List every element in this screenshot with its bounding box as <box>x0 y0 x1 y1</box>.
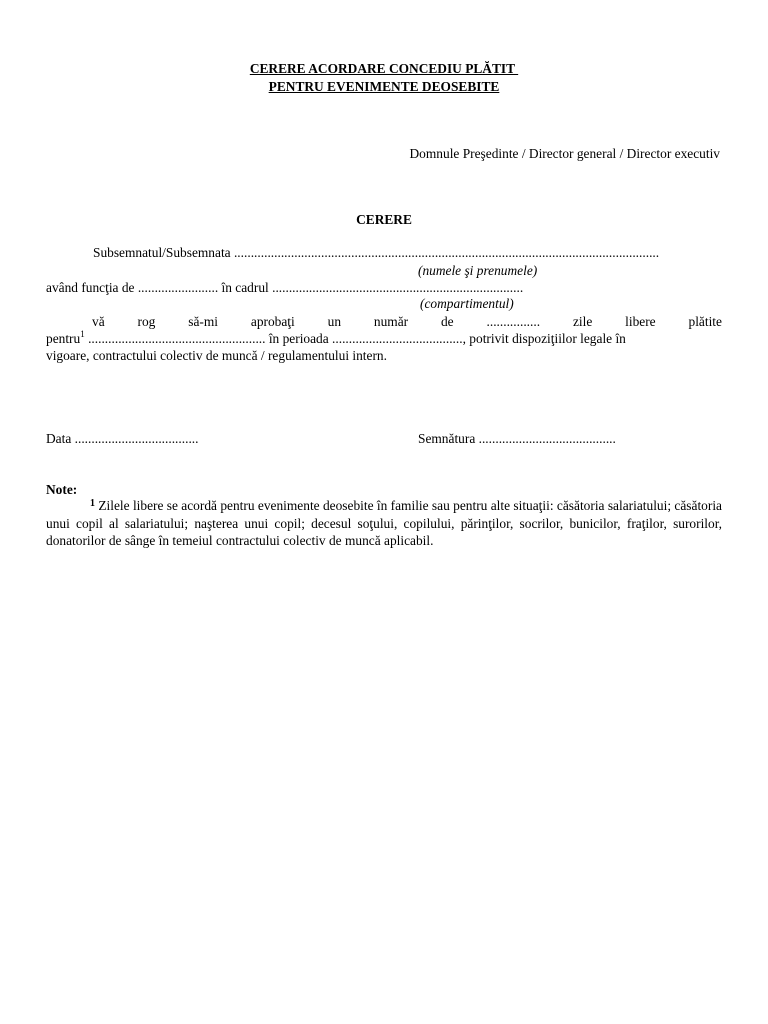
department-caption: (compartimentul) <box>420 296 514 311</box>
request-heading: CERERE <box>356 212 412 227</box>
note-mark: 1 <box>90 498 95 509</box>
footnote-text <box>46 497 722 550</box>
notes-title: Note: <box>46 482 78 497</box>
function-line: având funcţia de ........................ în cadrul ........................................................................... <box>46 280 524 295</box>
request-word: vă <box>92 314 105 329</box>
date-field: Data ..................................... <box>46 431 199 446</box>
request-word: aprobaţi <box>250 314 295 329</box>
request-word: număr <box>373 314 409 329</box>
request-line <box>92 313 722 331</box>
note-body: Zilele libere se acordă pentru evenimente deosebite în familie sau pentru alte situaţii: căsătoria salariatului; căsătoria unui copil al salariatului; naşterea unui copil; decesul soţului, copilului, părinţilor, socrilor, bunicilor, fraţilor, surorilor, donatorilor de sânge în temeiul contractului colectiv de muncă aplicabil. <box>46 498 722 548</box>
document-title-line-1: CERERE ACORDARE CONCEDIU PLĂTIT <box>249 61 519 76</box>
name-line: Subsemnatul/Subsemnata ............................................................................................................................... <box>93 245 660 260</box>
footnote-mark: 1 <box>80 329 85 339</box>
request-word: rog <box>137 314 156 329</box>
request-word: ................ <box>486 314 541 329</box>
request-word: să-mi <box>188 314 218 329</box>
request-word: un <box>327 314 342 329</box>
period-text: ..................................................... în perioada ......................................., potrivit dispoziţiilor legale în <box>84 331 626 346</box>
request-word: plătite <box>688 314 722 329</box>
document-title-line-2: PENTRU EVENIMENTE DEOSEBITE <box>268 79 500 94</box>
request-word: de <box>440 314 454 329</box>
name-caption: (numele şi prenumele) <box>418 263 538 278</box>
legal-line: vigoare, contractului colectiv de muncă / regulamentului intern. <box>46 348 387 363</box>
request-word: zile <box>572 314 593 329</box>
addressee: Domnule Preşedinte / Director general / Director executiv <box>409 146 720 161</box>
signature-field: Semnătura ......................................... <box>418 431 616 446</box>
period-line <box>46 330 626 348</box>
request-word: libere <box>625 314 656 329</box>
period-prefix: pentru <box>46 331 81 346</box>
